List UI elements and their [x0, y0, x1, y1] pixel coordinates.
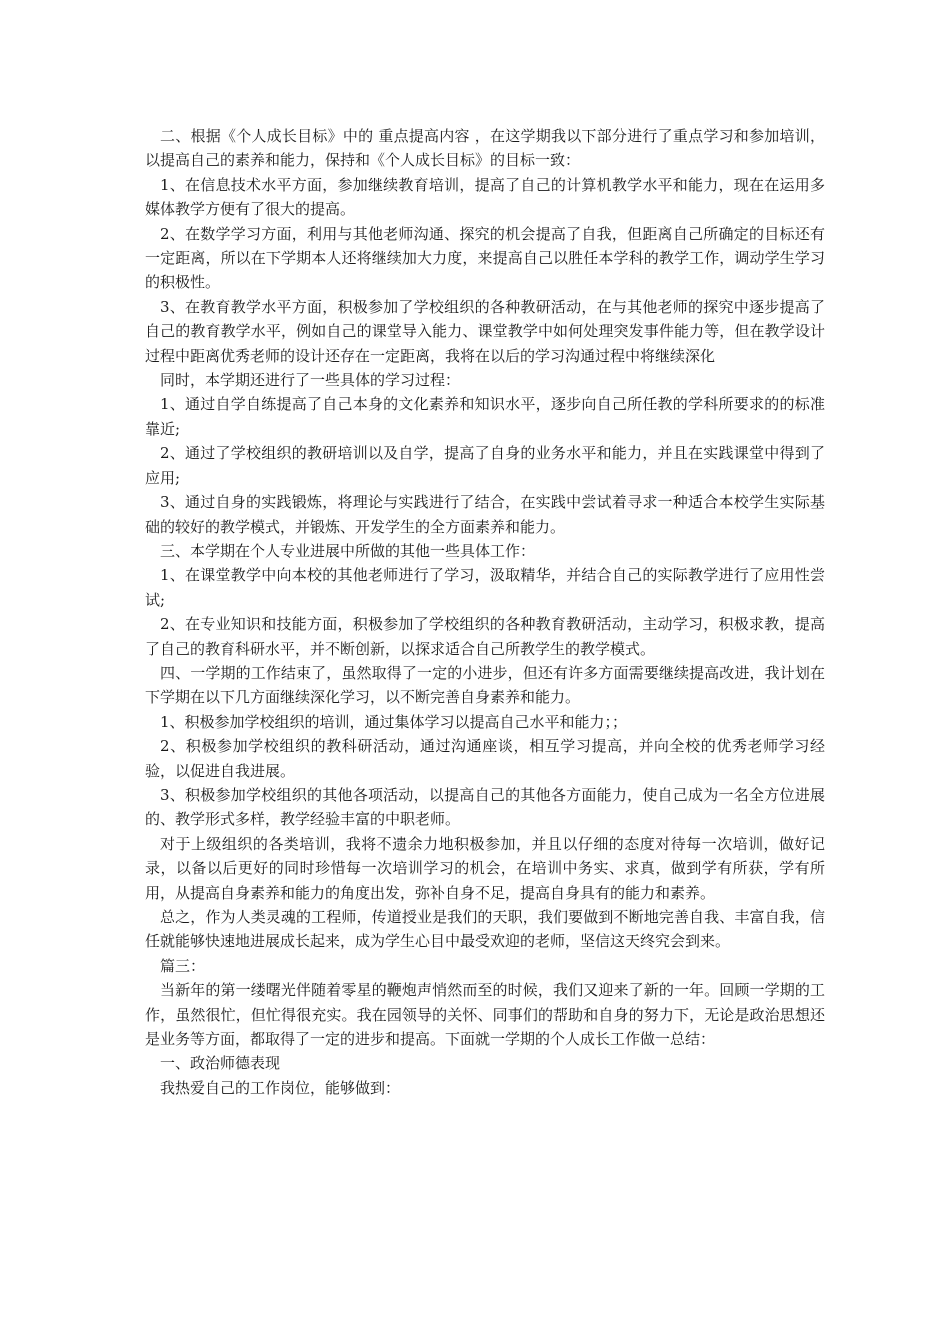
paragraph-new-year-review: 当新年的第一缕曙光伴随着零星的鞭炮声悄然而至的时候，我们又迎来了新的一年。回顾一学期的工作，虽然很忙，但忙得很充实。我在园领导的关怀、同事们的帮助和自身的努力下，无论是政治思想还是业务等方面，都取得了一定的进步和提高。下面就一学期的个人成长工作做一总结： — [145, 981, 825, 1049]
paragraph-plan-activities: 3、积极参加学校组织的其他各项活动，以提高自己的其他各方面能力，使自己成为一名全方位进展的、教学形式多样，教学经验丰富的中职老师。 — [145, 785, 825, 829]
paragraph-teaching-level: 3、在教育教学水平方面，积极参加了学校组织的各种教研活动，在与其他老师的探究中逐步提高了自己的教育教学水平，例如自己的课堂导入能力、课堂教学中如何处理突发事件能力等，但在教学设计过程中距离优秀老师的设计还存在一定距离，我将在以后的学习沟通过程中将继续深化 — [145, 297, 825, 365]
paragraph-plan-research: 2、积极参加学校组织的教科研活动，通过沟通座谈，相互学习提高，并向全校的优秀老师学习经验，以促进自我进展。 — [145, 737, 825, 780]
paragraph-self-study: 1、通过自学自练提高了自己本身的文化素养和知识水平，逐步向自己所任教的学科所要求的的标准靠近; — [145, 395, 825, 438]
paragraph-professional-skills: 2、在专业知识和技能方面，积极参加了学校组织的各种教育教研活动，主动学习，积极求教，提高了自己的教育科研水平，并不断创新，以探求适合自己所教学生的教学模式。 — [145, 615, 825, 658]
paragraph-classroom-learning: 1、在课堂教学中向本校的其他老师进行了学习，汲取精华，并结合自己的实际教学进行了应用性尝试; — [145, 566, 825, 609]
paragraph-politics-ethics-heading: 一、政治师德表现 — [160, 1054, 281, 1073]
paragraph-practice: 3、通过自身的实践锻炼，将理论与实践进行了结合，在实践中尝试着寻求一种适合本校学生实际基础的较好的教学模式，并锻炼、开发学生的全方面素养和能力。 — [145, 493, 825, 536]
paragraph-it-skills: 1、在信息技术水平方面，参加继续教育培训，提高了自己的计算机教学水平和能力，现在在运用多媒体教学方便有了很大的提高。 — [145, 175, 825, 219]
paragraph-school-training: 2、通过了学校组织的教研培训以及自学，提高了自身的业务水平和能力，并且在实践课堂中得到了应用; — [145, 444, 825, 487]
document-body — [145, 124, 825, 1100]
paragraph-love-job: 我热爱自己的工作岗位，能够做到： — [160, 1078, 401, 1097]
paragraph-plan-training: 1、积极参加学校组织的培训，通过集体学习以提高自己水平和能力；； — [160, 712, 628, 731]
paragraph-conclusion: 总之，作为人类灵魂的工程师，传道授业是我们的天职，我们要做到不断地完善自我、丰富自我，信任就能够快速地进展成长起来，成为学生心目中最受欢迎的老师，坚信这天终究会到来。 — [145, 908, 825, 951]
paragraph-focus-improvement-intro: 二、根据《个人成长目标》中的 重点提高内容 ，在这学期我以下部分进行了重点学习和参加培训，以提高自己的素养和能力，保持和《个人成长目标》的目标一致： — [145, 127, 825, 170]
paragraph-section-four-heading: 四、一学期的工作结束了，虽然取得了一定的小进步，但还有许多方面需要继续提高改进，我计划在下学期在以下几方面继续深化学习，以不断完善自身素养和能力。 — [145, 663, 825, 707]
paragraph-section-three-heading: 三、本学期在个人专业进展中所做的其他一些具体工作： — [160, 541, 536, 560]
paragraph-part-three-title: 篇三： — [160, 956, 206, 975]
paragraph-training-attitude: 对于上级组织的各类培训，我将不遗余力地积极参加，并且以仔细的态度对待每一次培训，做好记录，以备以后更好的同时珍惜每一次培训学习的机会，在培训中务实、求真，做到学有所获，学有所用，从提高自身素养和能力的角度出发，弥补自身不足，提高自身具有的能力和素养。 — [145, 834, 825, 902]
paragraph-learning-process-intro: 同时，本学期还进行了一些具体的学习过程： — [160, 371, 461, 390]
paragraph-math-learning: 2、在数学学习方面，利用与其他老师沟通、探究的机会提高了自我，但距离自己所确定的目标还有一定距离，所以在下学期本人还将继续加大力度，来提高自己以胜任本学科的教学工作，调动学生学习的积极性。 — [145, 224, 825, 292]
